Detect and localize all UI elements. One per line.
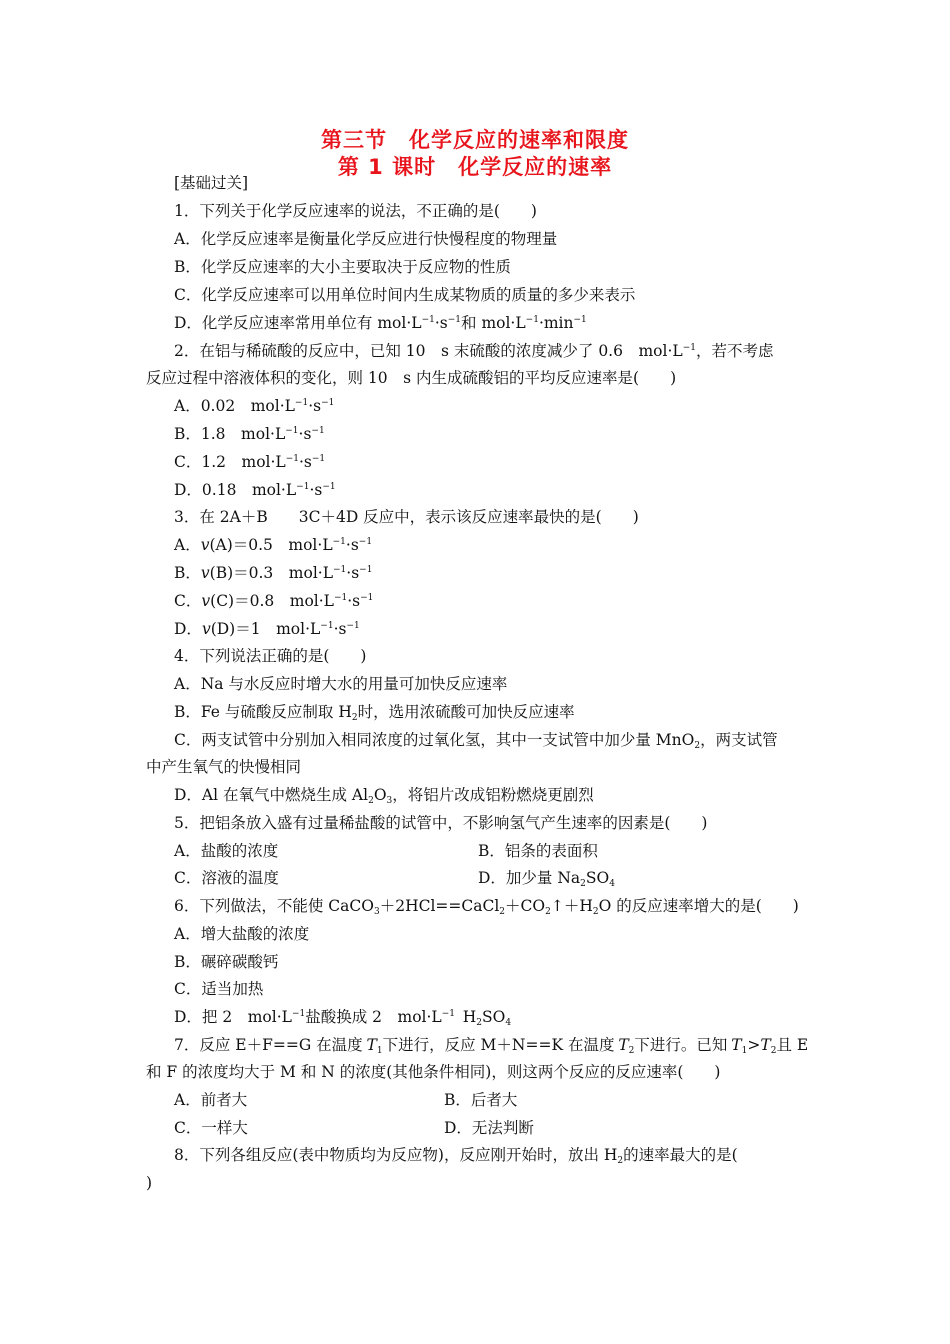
question-1-option-a: A．化学反应速率是衡量化学反应进行快慢程度的物理量	[174, 230, 558, 248]
question-5-stem: 5．把铝条放入盛有过量稀盐酸的试管中，不影响氢气产生速率的因素是( )	[174, 814, 708, 832]
question-2-option-a: A．0.02 $mol\cdot L^{-1}\cdot s^{-1}$	[174, 397, 335, 415]
question-2-stem: 2．在铝与稀硫酸的反应中，已知 10 s 末硫酸的浓度减少了 0.6 $mol\cdot L^{-1}$，若不考虑	[174, 342, 774, 360]
lesson-title: 第 1 课时 化学反应的速率	[337, 155, 613, 179]
question-6-stem: 6．下列做法，不能使 $CaCO_3+2HCl==CaCl_2+CO_2↑+H_2O$ 的反应速率增大的是( )	[174, 897, 799, 917]
question-6-option-a: A．增大盐酸的浓度	[174, 925, 310, 943]
question-1-option-d: D．化学反应速率常用单位有 $mol\cdot L^{-1}\cdot s^{-1}$和 $mol\cdot L^{-1}\cdot\min^{-1}$	[174, 314, 587, 332]
question-2-option-c: C．1.2 $mol\cdot L^{-1}\cdot s^{-1}$	[174, 453, 326, 471]
section-title: 第三节 化学反应的速率和限度	[321, 128, 629, 152]
question-6-option-b: B．碾碎碳酸钙	[174, 953, 279, 971]
question-2-stem-cont: 反应过程中溶液体积的变化，则 10 s 内生成硫酸铝的平均反应速率是( )	[146, 369, 677, 387]
question-4-option-c: C．两支试管中分别加入相同浓度的过氧化氢，其中一支试管中加少量 MnO$_2$，两支试管	[174, 731, 778, 751]
question-8-stem: 8．下列各组反应(表中物质均为反应物)，反应刚开始时，放出 $H_2$的速率最大的是(	[174, 1146, 738, 1166]
question-3-option-c: C．v(C)＝0.8 $mol\cdot L^{-1}\cdot s^{-1}$	[174, 592, 374, 610]
question-6-option-d: D．把 2 $mol\cdot L^{-1}$盐酸换成 2 $mol\cdot L^{-1}$ $H_2SO_4$	[174, 1008, 512, 1028]
question-5-option-b: B．铝条的表面积	[478, 842, 598, 860]
question-2-option-b: B．1.8 $mol\cdot L^{-1}\cdot s^{-1}$	[174, 425, 325, 443]
question-3-option-d: D．v(D)＝1 $mol\cdot L^{-1}\cdot s^{-1}$	[174, 620, 360, 638]
question-1-option-b: B．化学反应速率的大小主要取决于反应物的性质	[174, 258, 511, 276]
question-3-option-a: A．v(A)＝0.5 $mol\cdot L^{-1}\cdot s^{-1}$	[174, 536, 373, 554]
question-3-option-b: B．v(B)＝0.3 $mol\cdot L^{-1}\cdot s^{-1}$	[174, 564, 373, 582]
question-8-stem-cont: )	[146, 1174, 153, 1192]
question-6-option-c: C．适当加热	[174, 980, 264, 998]
question-7-stem: 7．反应 E＋F==G 在温度 $T_1$下进行，反应 M＋N==K 在温度 $T_2$下进行。已知 $T_1>T_2$且 E	[174, 1036, 809, 1056]
question-7-option-c: C．一样大	[174, 1119, 248, 1137]
question-5-option-a: A．盐酸的浓度	[174, 842, 279, 860]
question-3-stem: 3．在 2A＋B 3C＋4D 反应中，表示该反应速率最快的是( )	[174, 508, 639, 526]
section-label: [基础过关]	[174, 174, 249, 192]
question-7-stem-cont: 和 F 的浓度均大于 M 和 N 的浓度(其他条件相同)，则这两个反应的反应速率( )	[146, 1063, 721, 1081]
question-4-option-b: B．Fe 与硫酸反应制取 $H_2$时，选用浓硫酸可加快反应速率	[174, 703, 575, 723]
question-2-option-d: D．0.18 $mol\cdot L^{-1}\cdot s^{-1}$	[174, 481, 336, 499]
question-1-option-c: C．化学反应速率可以用单位时间内生成某物质的质量的多少来表示	[174, 286, 636, 304]
question-5-option-d: D．加少量 $Na_2SO_4$	[478, 869, 615, 889]
question-4-option-a: A．Na 与水反应时增大水的用量可加快反应速率	[174, 675, 508, 693]
question-7-option-a: A．前者大	[174, 1091, 248, 1109]
question-1-stem: 1．下列关于化学反应速率的说法，不正确的是( )	[174, 202, 537, 220]
question-4-option-d: D．Al 在氧气中燃烧生成 $Al_2O_3$，将铝片改成铝粉燃烧更剧烈	[174, 786, 594, 806]
question-5-option-c: C．溶液的温度	[174, 869, 279, 887]
question-7-option-b: B．后者大	[444, 1091, 518, 1109]
question-4-option-c-cont: 中产生氧气的快慢相同	[146, 758, 302, 776]
question-4-stem: 4．下列说法正确的是( )	[174, 647, 367, 665]
question-7-option-d: D．无法判断	[444, 1119, 534, 1137]
